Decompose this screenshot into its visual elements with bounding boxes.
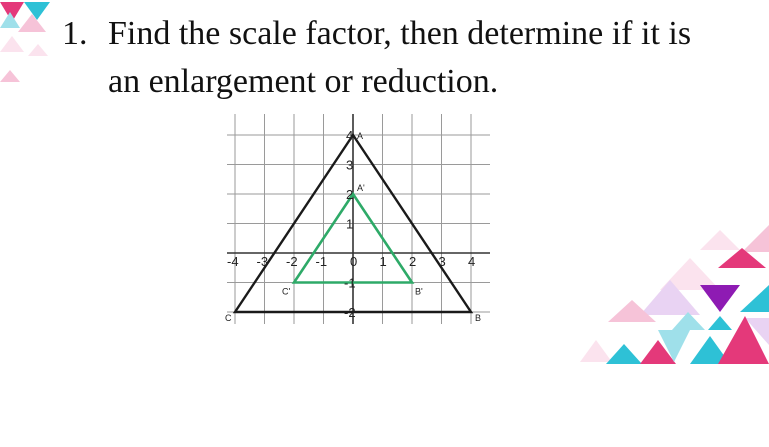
deco-triangle (708, 316, 732, 330)
x-tick-label: 1 (379, 254, 387, 269)
deco-triangle (0, 36, 24, 52)
coordinate-graph (225, 112, 500, 327)
axes (227, 114, 490, 324)
deco-triangle (0, 12, 20, 28)
deco-triangle (700, 230, 740, 250)
vertex-label: B (475, 313, 482, 323)
x-tick-label: -2 (286, 254, 298, 269)
question-number: 1. (62, 15, 88, 52)
question-line-1: Find the scale factor, then determine if it is (108, 15, 692, 52)
x-tick-label: 0 (350, 254, 358, 269)
deco-triangle (700, 285, 740, 312)
vertex-label: C' (282, 286, 291, 297)
vertex-label: A' (357, 183, 365, 193)
y-tick-label: -2 (344, 305, 356, 320)
y-tick-label: -1 (344, 275, 356, 291)
y-tick-label: 2 (346, 187, 354, 202)
vertex-label: B' (415, 286, 423, 297)
deco-triangle (740, 285, 769, 312)
x-tick-label: 4 (468, 254, 476, 269)
vertex-label: C (225, 313, 232, 323)
y-tick-label: 3 (346, 157, 354, 173)
y-tick-label: 4 (346, 128, 354, 143)
deco-triangle (18, 14, 46, 32)
deco-triangle (742, 225, 769, 252)
x-tick-label: 3 (438, 254, 446, 269)
deco-triangle (0, 70, 20, 82)
vertex-label: A (357, 131, 364, 141)
x-tick-label: -4 (227, 254, 239, 269)
deco-triangle (28, 44, 48, 56)
x-tick-label: -3 (256, 254, 269, 269)
deco-triangle (606, 344, 642, 364)
y-tick-label: 1 (346, 216, 354, 232)
x-tick-label: 2 (409, 254, 417, 269)
x-tick-label: -1 (315, 254, 328, 269)
deco-triangle (580, 340, 612, 362)
grid (227, 114, 490, 324)
deco-triangle (24, 2, 50, 20)
question-line-2: an enlargement or reduction. (108, 63, 499, 100)
